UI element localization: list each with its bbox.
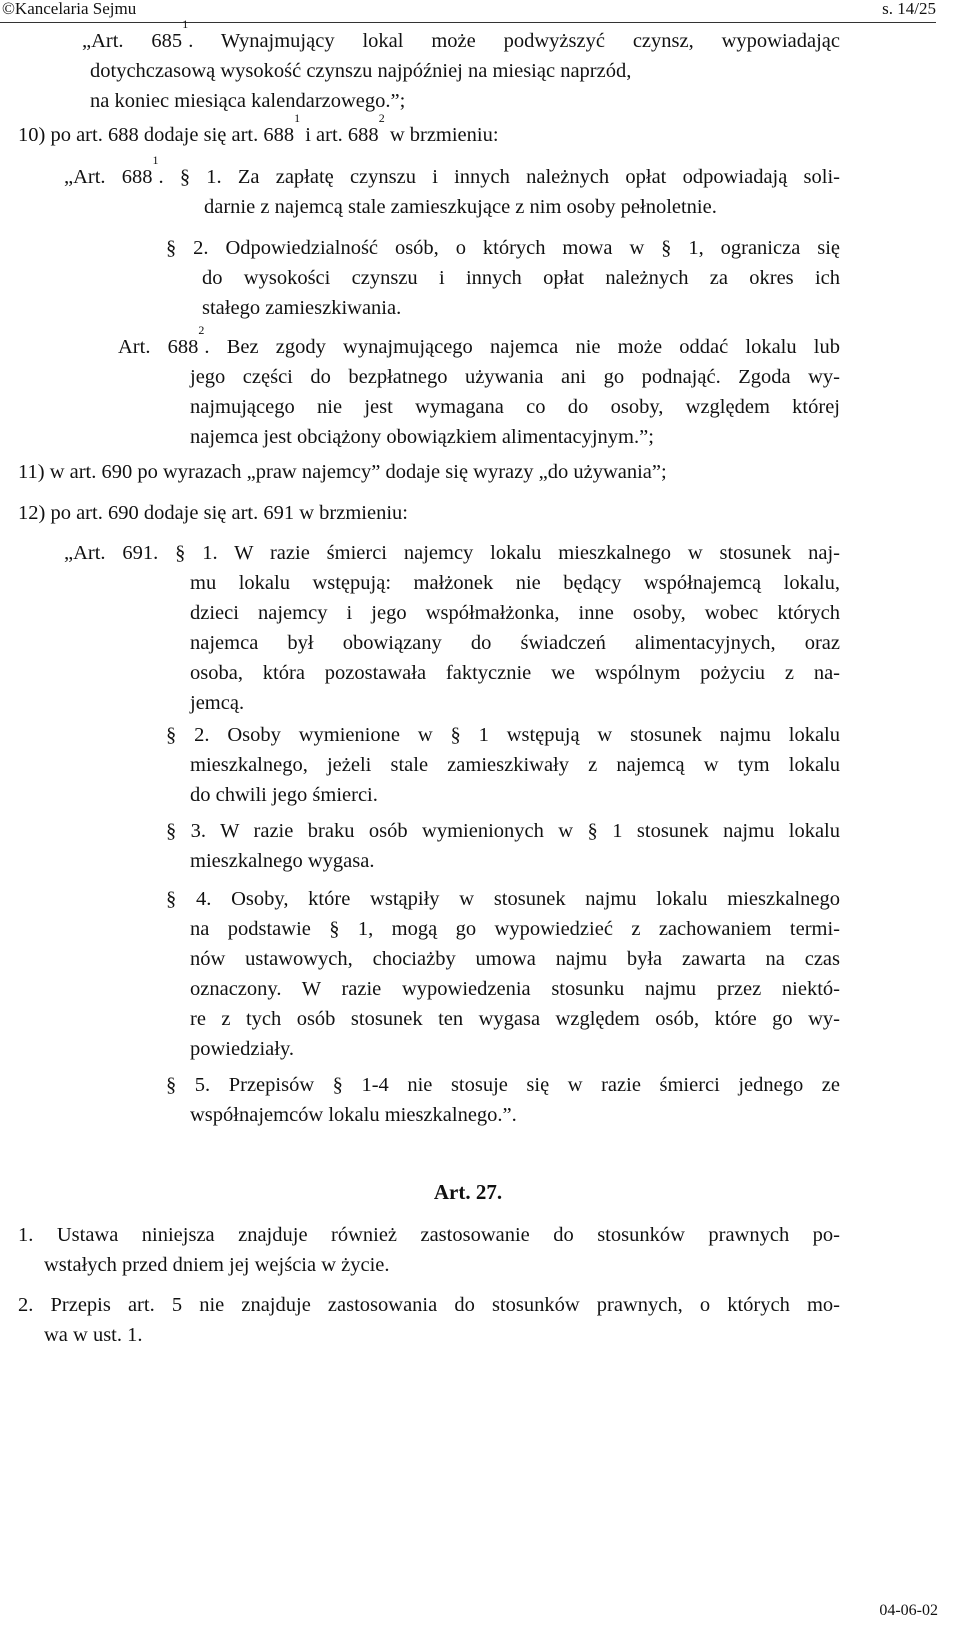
point-10: 10) po art. 688 dodaje się art. $688^1$ i art. $688^2$ w brzmieniu: — [18, 111, 499, 146]
text-line: § 2. Osoby wymienione w § 1 wstępują w stosunek najmu lokalu — [166, 724, 840, 746]
text-line: jemcą. — [190, 692, 245, 714]
text-line: wstałych przed dniem jej wejścia w życie. — [44, 1254, 390, 1276]
header-source: ©Kancelaria Sejmu — [2, 0, 137, 18]
art-685-1-block — [82, 17, 840, 116]
text-line: § 5. Przepisów § 1-4 nie stosuje się w razie śmierci jednego ze — [166, 1074, 840, 1096]
art-688-2-block — [118, 323, 840, 452]
text-line: re z tych osób stosunek ten wygasa względem osób, które go wy- — [190, 1008, 840, 1030]
text-line: darnie z najemcą stale zamieszkujące z nim osoby pełnoletnie. — [204, 196, 717, 218]
text-line: najemca jest obciążony obowiązkiem alimentacyjnym.”; — [190, 426, 654, 448]
text-line: na koniec miesiąca kalendarzowego.”; — [90, 90, 406, 112]
text-line: do wysokości czynszu i innych opłat należnych za okres ich — [202, 267, 840, 289]
page-header — [0, 0, 936, 23]
text-line: oznaczony. W razie wypowiedzenia stosunku najmu przez niektó- — [190, 978, 840, 1000]
art-27-par-2 — [18, 1290, 840, 1350]
art-691-par-3 — [166, 816, 840, 876]
text-line: do chwili jego śmierci. — [190, 784, 378, 806]
art-688-1-block — [64, 153, 840, 222]
text-line: wa w ust. 1. — [44, 1324, 143, 1346]
text-line: osoba, która pozostawała faktycznie we wspólnym pożyciu z na- — [190, 662, 840, 684]
text-line: § 4. Osoby, które wstąpiły w stosunek najmu lokalu mieszkalnego — [166, 888, 840, 910]
point-11: 11) w art. 690 po wyrazach „praw najemcy” dodaje się wyrazy „do używania”; — [18, 461, 667, 483]
art-691-par-5 — [166, 1070, 840, 1130]
text-line: 1. Ustawa niniejsza znajduje również zastosowanie do stosunków prawnych po- — [18, 1224, 840, 1246]
text-line: § 3. W razie braku osób wymienionych w § 1 stosunek najmu lokalu — [166, 820, 840, 842]
text-line: jego części do bezpłatnego używania ani go podnająć. Zgoda wy- — [190, 366, 840, 388]
text-line: dzieci najemcy i jego współmałżonka, inne osoby, wobec których — [190, 602, 840, 624]
art-691-par-2 — [166, 720, 840, 810]
text-line: 2. Przepis art. 5 nie znajduje zastosowania do stosunków prawnych, o których mo- — [18, 1294, 840, 1316]
text-line: „Art. 691. § 1. W razie śmierci najemcy lokalu mieszkalnego w stosunek naj- — [64, 542, 840, 564]
text-line: „Art. $685^1$. Wynajmujący lokal może podwyższyć czynsz, wypowiadając — [82, 17, 840, 52]
text-line: mieszkalnego, jeżeli stale zamieszkiwały z najemcą w tym lokalu — [190, 754, 840, 776]
art-691-par-4 — [166, 884, 840, 1064]
text-line: dotychczasową wysokość czynszu najpóźniej na miesiąc naprzód, — [90, 60, 632, 82]
text-line: najemca był obowiązany do świadczeń alimentacyjnych, oraz — [190, 632, 840, 654]
text-line: „Art. $688^1$. § 1. Za zapłatę czynszu i innych należnych opłat odpowiadają soli- — [64, 153, 840, 188]
header-page-number: s. 14/25 — [882, 0, 936, 18]
footer-date: 04-06-02 — [879, 1602, 938, 1619]
art-688-1-par-2 — [166, 233, 840, 323]
text-line: stałego zamieszkiwania. — [202, 297, 402, 319]
text-line: najmującego nie jest wymagana co do osoby, względem której — [190, 396, 840, 418]
art-27-par-1 — [18, 1220, 840, 1280]
point-12: 12) po art. 690 dodaje się art. 691 w brzmieniu: — [18, 502, 408, 524]
text-line: Art. $688^2$. Bez zgody wynajmującego najemca nie może oddać lokalu lub — [118, 323, 840, 358]
art-691-block — [64, 538, 840, 718]
text-line: § 2. Odpowiedzialność osób, o których mowa w § 1, ogranicza się — [166, 237, 840, 259]
article-27-heading: Art. 27. — [433, 1180, 503, 1204]
text-line: na podstawie § 1, mogą go wypowiedzieć z zachowaniem termi- — [190, 918, 840, 940]
text-line: współnajemców lokalu mieszkalnego.”. — [190, 1104, 517, 1126]
text-line: nów ustawowych, chociażby umowa najmu była zawarta na czas — [190, 948, 840, 970]
text-line: powiedziały. — [190, 1038, 294, 1060]
text-line: mieszkalnego wygasa. — [190, 850, 375, 872]
text-line: mu lokalu wstępują: małżonek nie będący współnajemcą lokalu, — [190, 572, 840, 594]
